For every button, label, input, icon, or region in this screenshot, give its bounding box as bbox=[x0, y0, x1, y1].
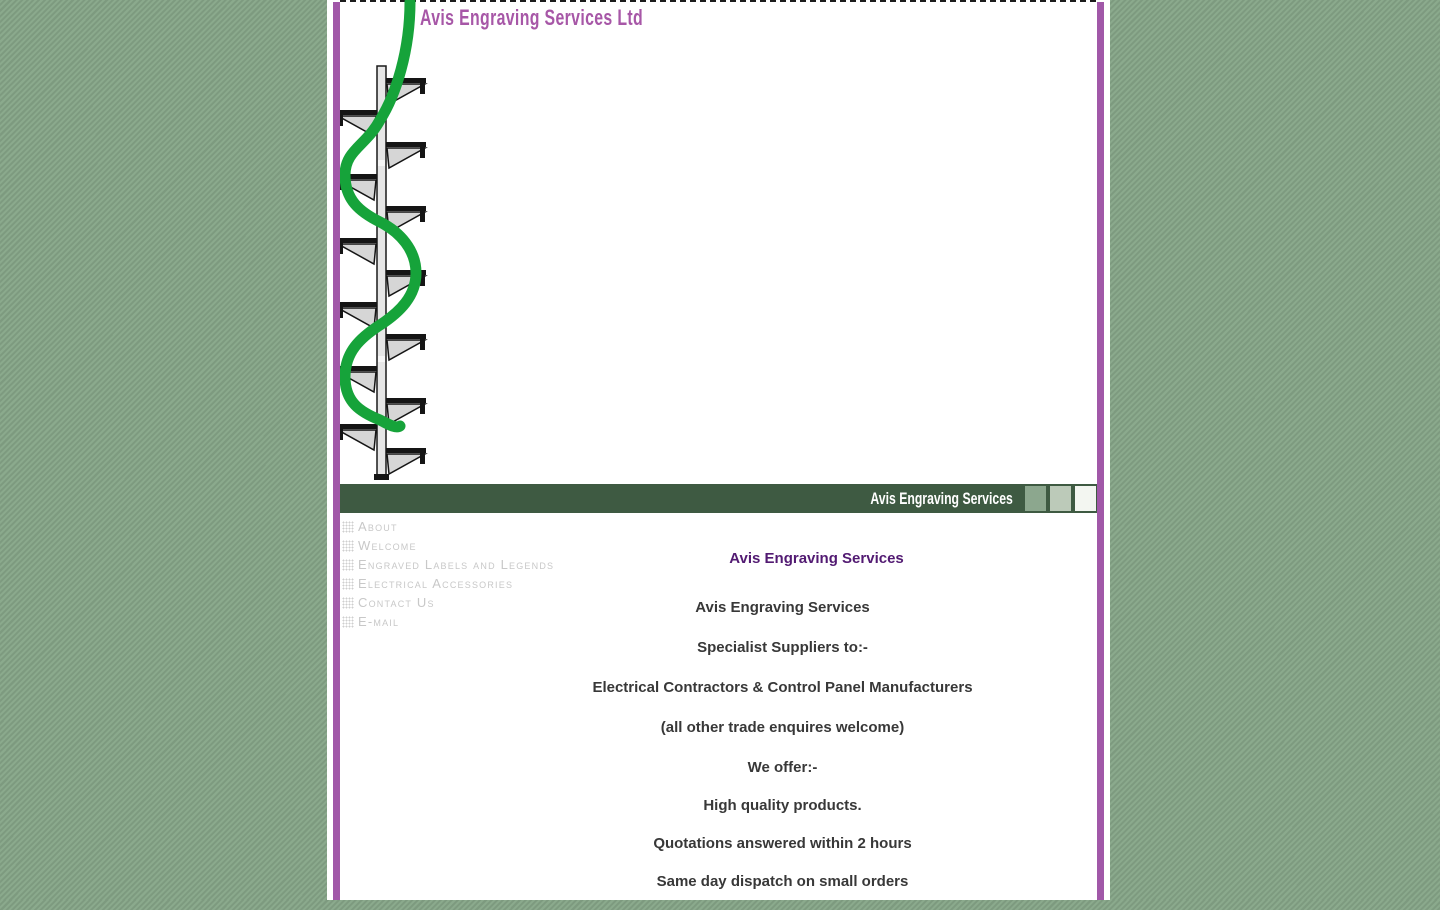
header-bar-label: Avis Engraving Services bbox=[870, 488, 1013, 508]
nav-item-label: E-mail bbox=[358, 614, 400, 629]
content-line: We offer:- bbox=[747, 759, 818, 776]
nav-item-label: Engraved Labels and Legends bbox=[358, 557, 555, 572]
content-line: Same day dispatch on small orders bbox=[656, 873, 909, 890]
content-line: Electrical Contractors & Control Panel Manufacturers bbox=[592, 679, 973, 696]
left-border-bar bbox=[333, 2, 340, 900]
header-square-white bbox=[1075, 486, 1096, 511]
nav-item-about[interactable] bbox=[340, 517, 570, 536]
page-title: Avis Engraving Services bbox=[729, 550, 904, 567]
spiral-staircase-icon bbox=[340, 0, 490, 484]
company-logo bbox=[340, 0, 490, 484]
dotted-grid-icon bbox=[342, 597, 354, 609]
page-content-area bbox=[340, 0, 1097, 900]
header-square-medium-green bbox=[1025, 486, 1046, 511]
site-title: Avis Engraving Services Ltd bbox=[420, 5, 644, 30]
content-line: (all other trade enquires welcome) bbox=[660, 719, 905, 736]
nav-item-label: Welcome bbox=[358, 538, 417, 553]
header-square-light-green bbox=[1050, 486, 1071, 511]
dotted-grid-icon bbox=[342, 578, 354, 590]
nav-item-label: Contact Us bbox=[358, 595, 435, 610]
content-line: High quality products. bbox=[703, 797, 862, 814]
nav-item-label: About bbox=[358, 519, 398, 534]
main-content bbox=[468, 549, 1097, 910]
dotted-grid-icon bbox=[342, 521, 354, 533]
nav-item-label: Electrical Accessories bbox=[358, 576, 514, 591]
content-line: Specialist Suppliers to:- bbox=[697, 639, 868, 656]
header-bar bbox=[340, 484, 1097, 513]
dotted-grid-icon bbox=[342, 616, 354, 628]
content-line: Avis Engraving Services bbox=[695, 599, 870, 616]
right-border-bar bbox=[1097, 2, 1104, 900]
dotted-grid-icon bbox=[342, 559, 354, 571]
site-frame bbox=[327, 0, 1110, 900]
dotted-grid-icon bbox=[342, 540, 354, 552]
content-line: Quotations answered within 2 hours bbox=[653, 835, 912, 852]
